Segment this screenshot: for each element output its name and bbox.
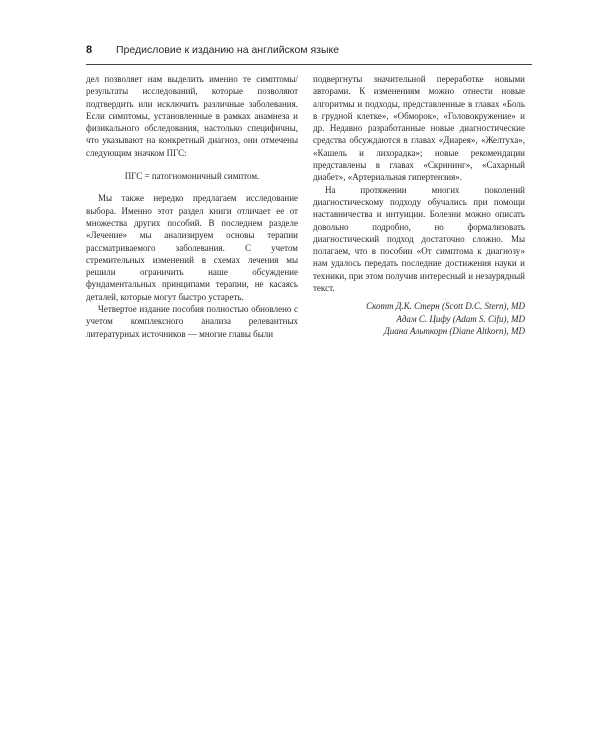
pathognomonic-note: ПГС = патогномоничный симптом. xyxy=(124,171,260,182)
paragraph: Мы также нередко предлагаем исследование выбора. Именно этот раздел книги отличает ее от множества других пособий. В последнем разделе «Лечение» мы анализируем основы терапии рассматриваемого заболевания. С учетом стремительных изменений в схемах лечения мы решили ограничить наше обсуждение фундаментальных принципами терапии, не касаясь деталей, которые могут быстро устареть. xyxy=(86,193,298,302)
header-divider xyxy=(86,64,532,65)
paragraph: Четвертое издание пособия полностью обновлено с учетом комплексного анализа релевантных литературных источников — многие главы были xyxy=(86,304,298,339)
paragraph: На протяжении многих поколений диагностическому подходу обучались при помощи наставничества и интуиции. Болезни можно описать довольно подробно, но формализовать диагностический подход достаточно сложно. Мы полагаем, что в пособии «От симптома к диагнозу» нам удалось передать последние достижения науки и техники, при этом получив интересный и незаурядный текст. xyxy=(313,184,525,294)
running-header xyxy=(86,44,531,56)
signature: Адам С. Цифу (Adam S. Cifu), MD xyxy=(396,313,525,324)
left-column xyxy=(86,73,298,340)
signature: Диана Альткорн (Diane Altkorn), MD xyxy=(384,325,525,336)
paragraph: дел позволяет нам выделить именно те симптомы/результаты исследований, которые позволяют подтвердить или исключить различные заболевания. Если симптомы, установленные в рамках анамнеза и физикального обследования, настолько специфичны, что указывают на конкретный диагноз, они отмечены следующим значком ПГС: xyxy=(86,74,298,158)
paragraph: подвергнуты значительной переработке новыми авторами. К изменениям можно отнести новые алгоритмы и подходы, представленные в главах «Боль в грудной клетке», «Обморок», «Головокружение» и др. Недавно разработанные новые диагностические средства обсуждаются в главах «Диарея», «Желтуха», «Кашель и лихорадка»; новые рекомендации представлены в главах «Скрининг», «Сахарный диабет», «Артериальная гипертензия». xyxy=(313,74,525,183)
page-number: 8 xyxy=(86,44,93,56)
signature: Скотт Д.К. Стерн (Scott D.C. Stern), MD xyxy=(366,301,525,312)
running-title: Предисловие к изданию на английском языке xyxy=(116,44,340,56)
right-column xyxy=(313,73,525,337)
signatures xyxy=(313,300,525,337)
